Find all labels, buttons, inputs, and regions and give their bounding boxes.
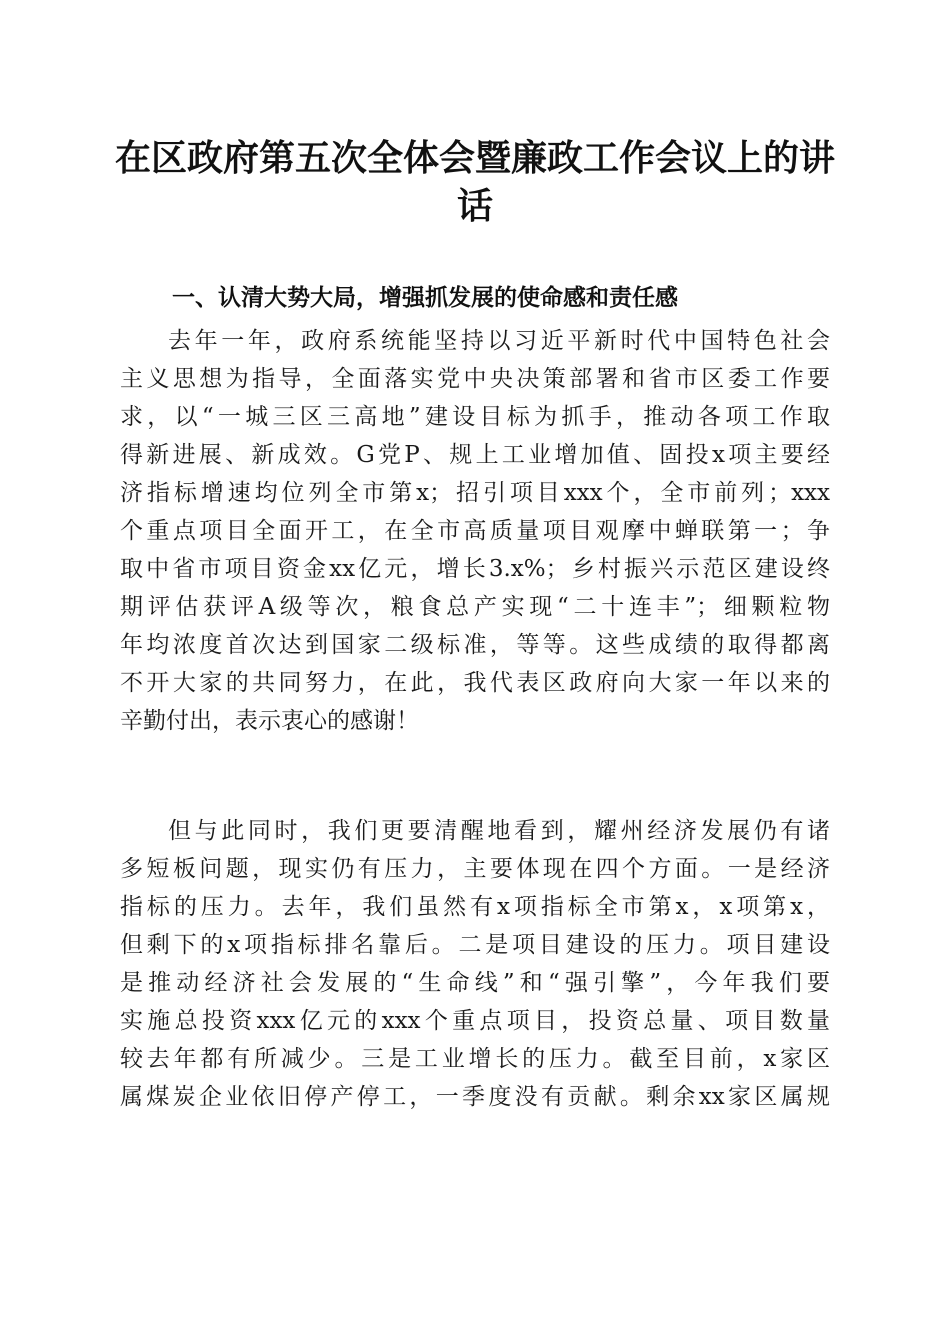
paragraph-line: 但与此同时，我们更要清醒地看到，耀州经济发展仍有诸 (168, 818, 830, 844)
paragraph-line: 属煤炭企业依旧停产停工，一季度没有贡献。剩余xx家区属规 (120, 1084, 830, 1110)
paragraph-line: 实施总投资xxx亿元的xxx个重点项目，投资总量、项目数量 (120, 1008, 830, 1034)
paragraph-line: 辛勤付出，表示衷心的感谢！ (120, 708, 419, 734)
paragraph-1 (120, 322, 830, 740)
paragraph-line: 较去年都有所减少。三是工业增长的压力。截至目前，x家区 (120, 1046, 830, 1072)
paragraph-line: 指标的压力。去年，我们虽然有x项指标全市第x，x项第x， (120, 894, 830, 920)
paragraph-line: 得新进展、新成效。G党P、规上工业增加值、固投x项主要经 (120, 442, 830, 468)
document-title: 在区政府第五次全体会暨廉政工作会议上的讲话 (114, 137, 835, 227)
paragraph-line: 主义思想为指导，全面落实党中央决策部署和省市区委工作要 (120, 366, 830, 392)
paragraph-line: 求，以“一城三区三高地”建设目标为抓手，推动各项工作取 (120, 404, 830, 430)
paragraph-2 (120, 812, 830, 1116)
paragraph-line: 年均浓度首次达到国家二级标准，等等。这些成绩的取得都离 (120, 632, 830, 658)
paragraph-line: 去年一年，政府系统能坚持以习近平新时代中国特色社会 (168, 328, 830, 354)
section-heading: 一、认清大势大局，增强抓发展的使命感和责任感 (172, 285, 678, 311)
paragraph-line: 不开大家的共同努力，在此，我代表区政府向大家一年以来的 (120, 670, 830, 696)
paragraph-line: 但剩下的x项指标排名靠后。二是项目建设的压力。项目建设 (120, 932, 830, 958)
paragraph-line: 多短板问题，现实仍有压力，主要体现在四个方面。一是经济 (120, 856, 830, 882)
paragraph-line: 是推动经济社会发展的“生命线”和“强引擎”，今年我们要 (120, 970, 830, 996)
paragraph-line: 济指标增速均位列全市第x；招引项目xxx个，全市前列；xxx (120, 480, 830, 506)
paragraph-line: 期评估获评A级等次，粮食总产实现“二十连丰”；细颗粒物 (120, 594, 830, 620)
paragraph-line: 个重点项目全面开工，在全市高质量项目观摩中蝉联第一；争 (120, 518, 830, 544)
paragraph-line: 取中省市项目资金xx亿元，增长3.x%；乡村振兴示范区建设终 (120, 556, 830, 582)
